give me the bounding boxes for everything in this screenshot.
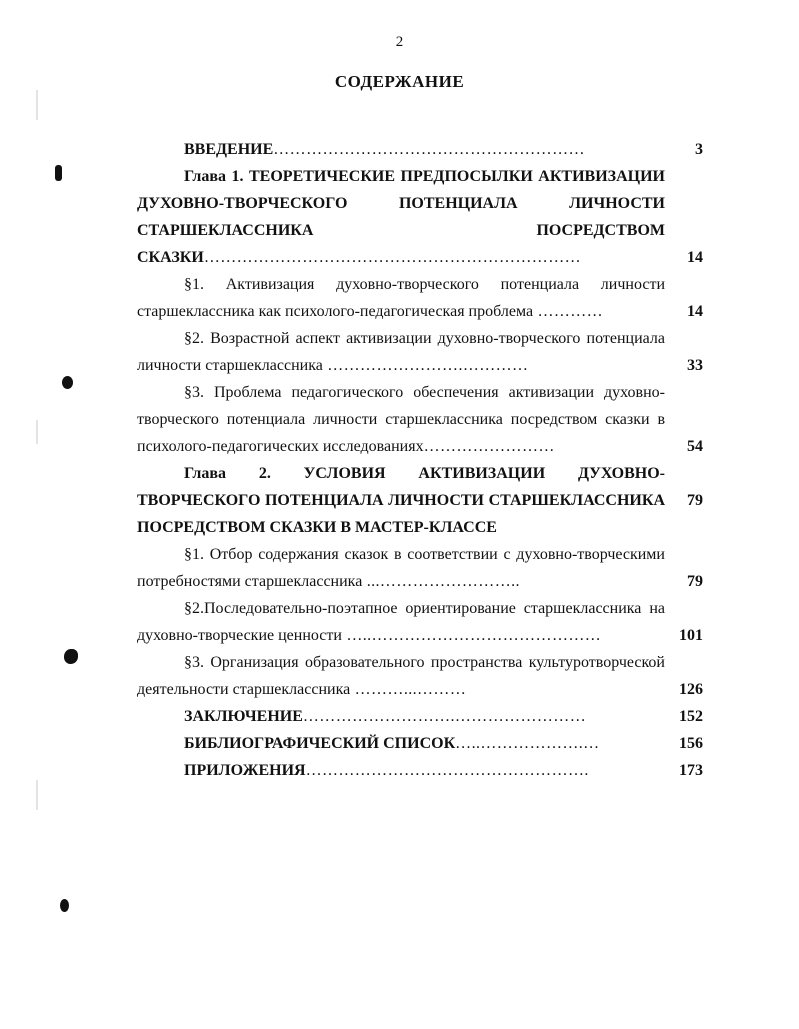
scan-mark (60, 899, 69, 912)
scan-mark (36, 420, 38, 444)
toc-entry-chapter-1-section-3 (137, 379, 709, 460)
toc-entry-text: Глава 1. ТЕОРЕТИЧЕСКИЕ ПРЕДПОСЫЛКИ АКТИВИЗАЦИИ ДУХОВНО-ТВОРЧЕСКОГО ПОТЕНЦИАЛА ЛИЧНОСТИ СТАРШЕКЛАССНИКА ПОСРЕДСТВОМ СКАЗКИ…………………………………………………………… (137, 168, 665, 266)
toc-entry-text: Глава 2. УСЛОВИЯ АКТИВИЗАЦИИ ДУХОВНО-ТВОРЧЕСКОГО ПОТЕНЦИАЛА ЛИЧНОСТИ СТАРШЕКЛАССНИКА ПОСРЕДСТВОМ СКАЗКИ В МАСТЕР-КЛАССЕ (137, 465, 665, 536)
toc-entry-text: §2.Последовательно-поэтапное ориентирование старшеклассника на духовно-творческие ценности …..…………………………………… (137, 600, 665, 644)
toc-entry-chapter-2-section-3 (137, 649, 709, 703)
toc-entry-text: ЗАКЛЮЧЕНИЕ……………………….…………………… (184, 708, 587, 725)
toc-entry-chapter-2-section-2 (137, 595, 709, 649)
toc-page-number: 152 (679, 708, 703, 725)
toc-entry-text: ПРИЛОЖЕНИЯ……………………………………………. (184, 762, 589, 779)
toc-entry-text: §3. Проблема педагогического обеспечения активизации духовно-творческого потенциала личности старшеклассника посредством сказки в психолого-педагогических исследованиях…………………… (137, 384, 665, 455)
toc-entry-text: §1. Активизация духовно-творческого потенциала личности старшеклассника как психолого-педагогическая проблема ………… (137, 276, 665, 320)
toc-entry-introduction (137, 136, 709, 163)
toc-page-number: 79 (687, 573, 703, 590)
scan-mark (36, 90, 38, 120)
toc-page-number: 14 (687, 249, 703, 266)
toc-page-number: 33 (687, 357, 703, 374)
toc-page-number: 79 (687, 492, 703, 509)
toc-entry-appendix (137, 757, 709, 784)
table-of-contents (137, 136, 709, 784)
toc-entry-text: БИБЛИОГРАФИЧЕСКИЙ СПИСОК…..……………….… (184, 735, 600, 752)
toc-page-number: 101 (679, 627, 703, 644)
toc-entry-text: §3. Организация образовательного пространства культуротворческой деятельности старшеклассника ………...……… (137, 654, 665, 698)
toc-entry-chapter-2-section-1 (137, 541, 709, 595)
toc-page-number: 14 (687, 303, 703, 320)
toc-entry-text: §2. Возрастной аспект активизации духовно-творческого потенциала личности старшеклассника …………………….………… (137, 330, 665, 374)
scan-mark (55, 165, 62, 181)
toc-page-number: 3 (695, 141, 703, 158)
scan-mark (62, 376, 73, 389)
toc-entry-conclusion (137, 703, 709, 730)
toc-page-number: 173 (679, 762, 703, 779)
scan-mark (36, 780, 38, 810)
toc-entry-bibliography (137, 730, 709, 757)
scan-mark (64, 649, 78, 664)
toc-entry-chapter-1-section-2 (137, 325, 709, 379)
toc-entry-text: §1. Отбор содержания сказок в соответствии с духовно-творческими потребностями старшеклассника ...…………………….. (137, 546, 665, 590)
page-title: СОДЕРЖАНИЕ (334, 72, 465, 91)
toc-page-number: 54 (687, 438, 703, 455)
toc-entry-chapter-2 (137, 460, 709, 541)
toc-entry-text: ВВЕДЕНИЕ………………………………………………… (184, 141, 585, 158)
toc-page-number: 156 (679, 735, 703, 752)
toc-page-number: 126 (679, 681, 703, 698)
toc-entry-chapter-1 (137, 163, 709, 271)
page-number: 2 (395, 34, 404, 50)
toc-entry-chapter-1-section-1 (137, 271, 709, 325)
